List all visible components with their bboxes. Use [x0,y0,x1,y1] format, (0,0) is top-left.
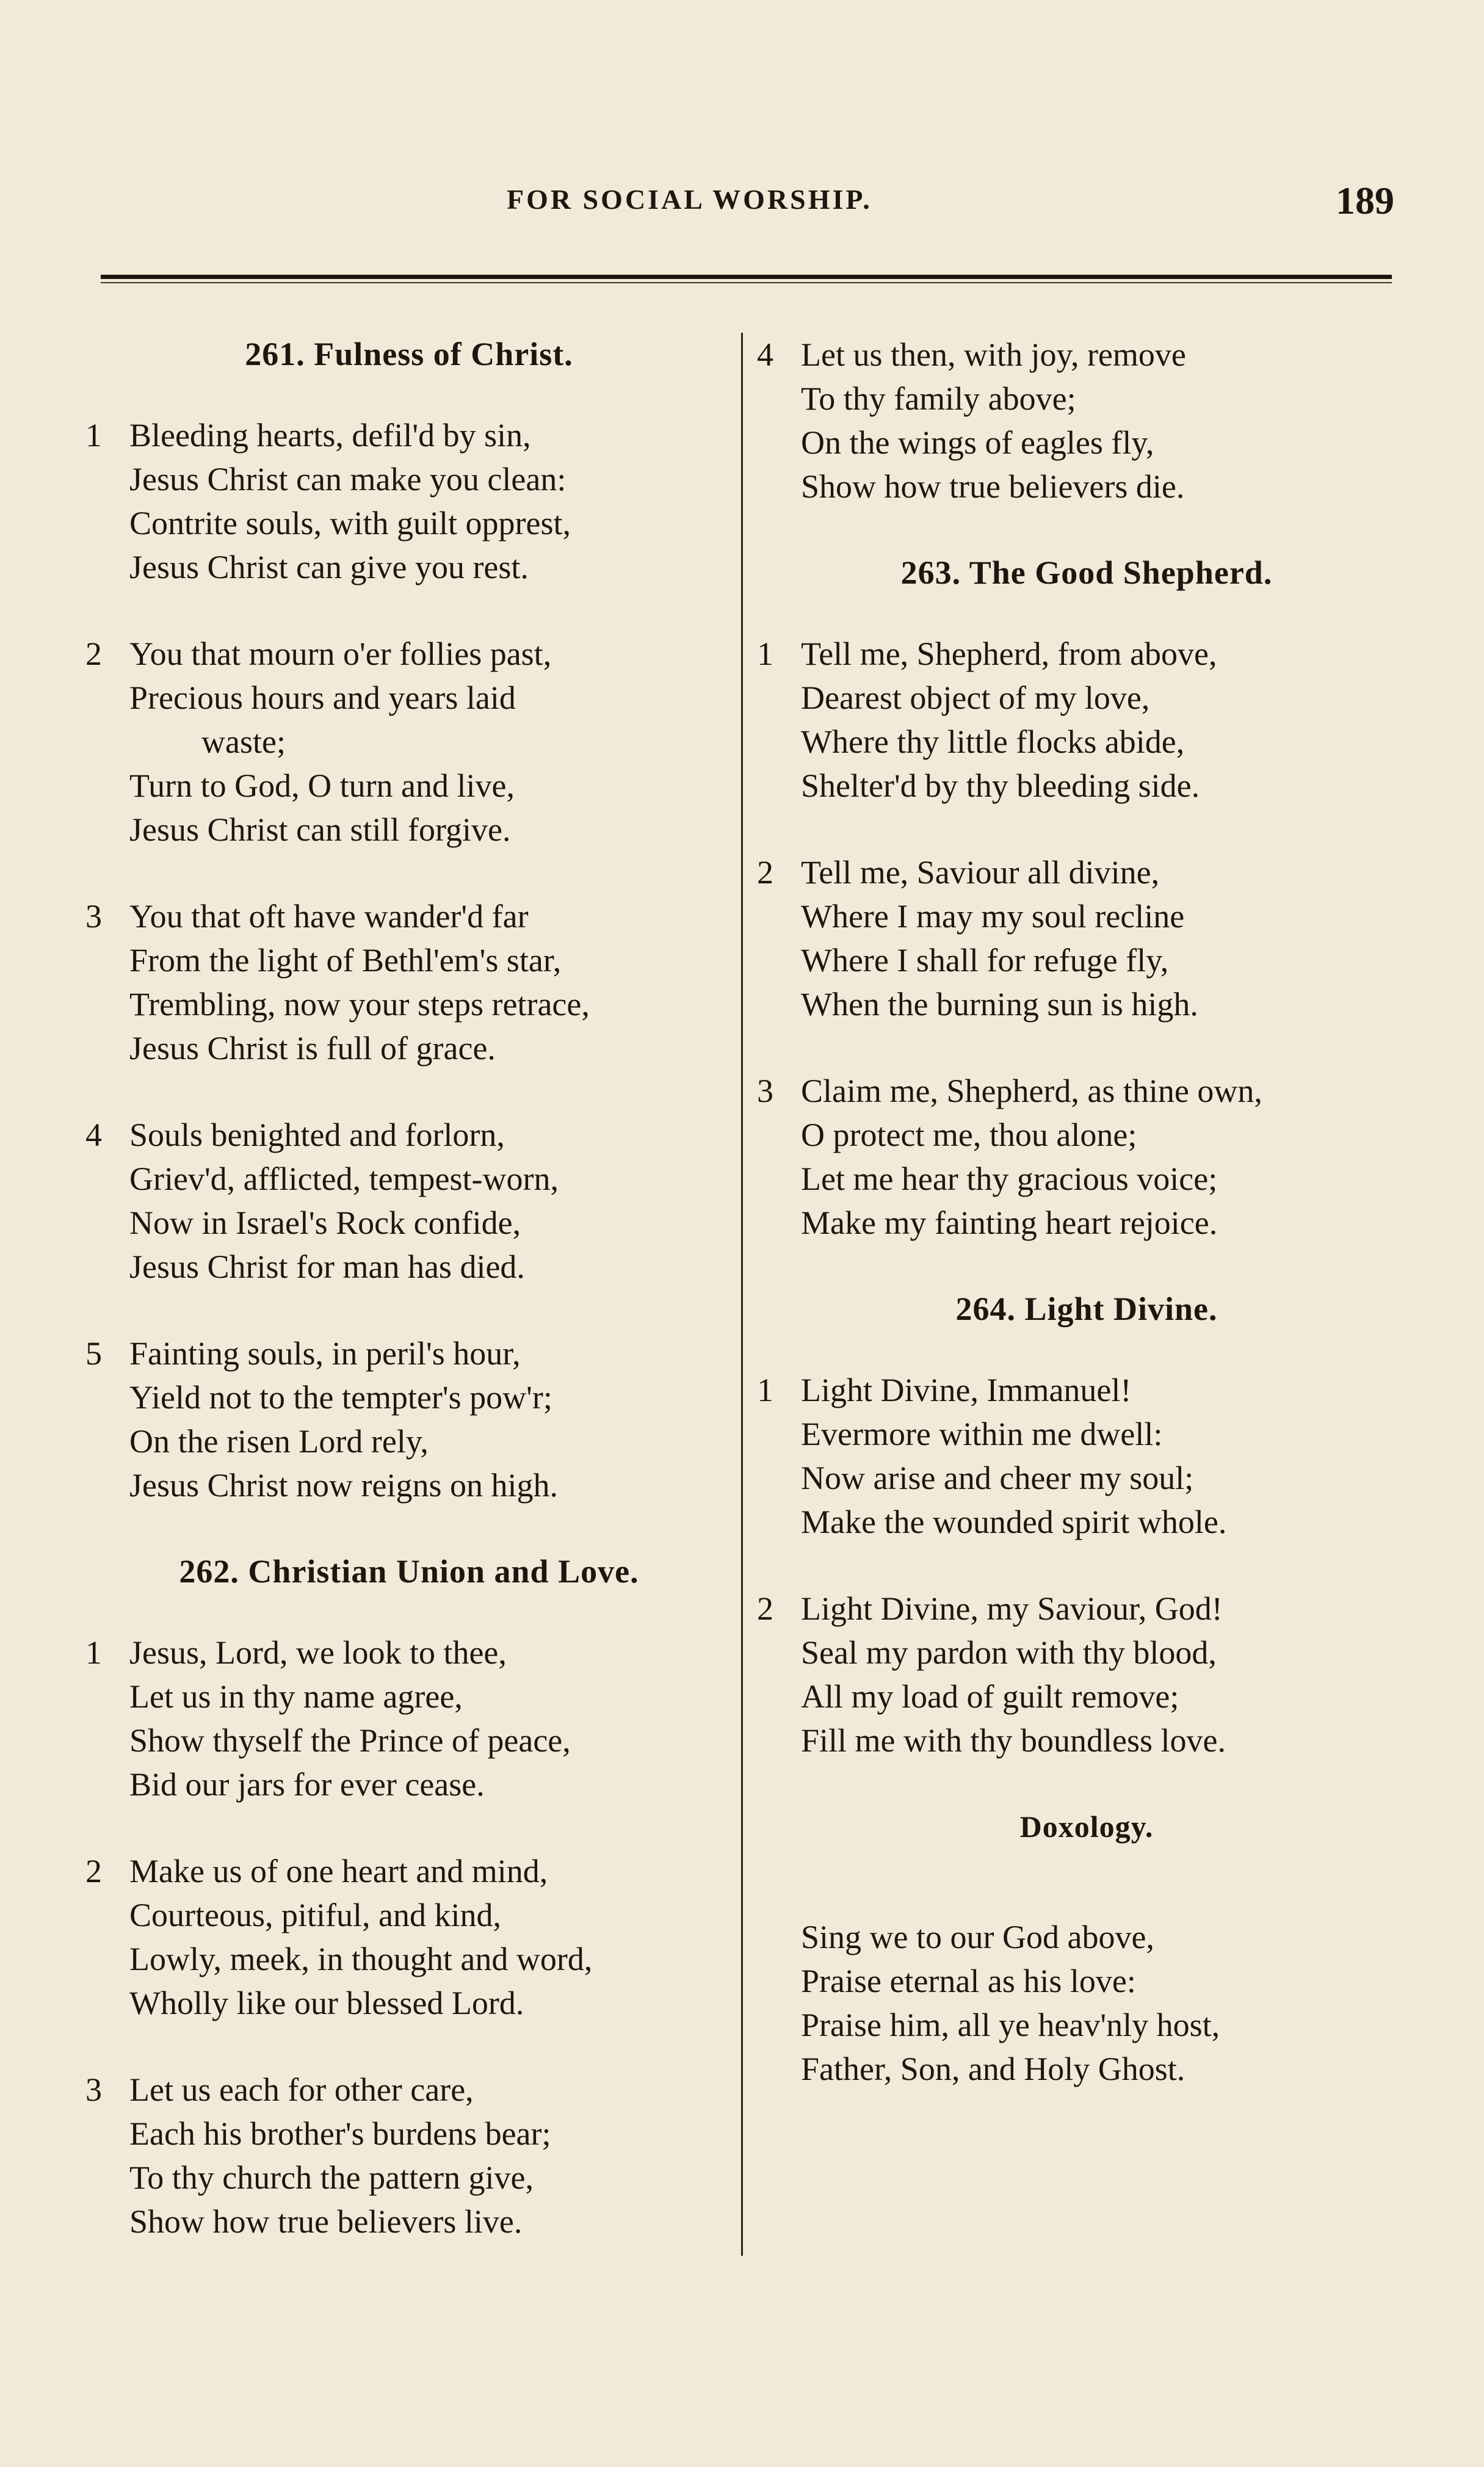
column-divider [741,333,743,2256]
verse-line: Yield not to the tempter's pow'r; [129,1379,552,1416]
hymn-title: 261. Fulness of Christ. [245,336,573,372]
stanza [757,1069,1416,1245]
verse-line: Each his brother's burdens bear; [129,2115,551,2152]
verse-line: Souls benighted and forlorn, [129,1117,505,1153]
verse-line: Now arise and cheer my soul; [801,1460,1194,1496]
stanza [85,1113,733,1289]
stanza-number: 1 [85,417,102,454]
verse-line: Contrite souls, with guilt opprest, [129,505,571,542]
stanza-number: 1 [85,1634,102,1671]
stanza-number: 5 [85,1335,102,1372]
doxology-title: Doxology. [1019,1809,1154,1844]
verse-line: Let us then, with joy, remove [801,336,1186,373]
stanza [85,413,733,589]
stanza [85,2068,733,2244]
verse-line: Bid our jars for ever cease. [129,1766,485,1803]
verse-line: Jesus, Lord, we look to thee, [129,1634,507,1671]
stanza-number: 3 [85,898,102,935]
verse-line: O protect me, thou alone; [801,1117,1137,1153]
verse-line: You that mourn o'er follies past, [129,636,552,672]
stanza [85,894,733,1070]
verse-line: Light Divine, Immanuel! [801,1372,1132,1408]
doxology-stanza [757,1915,1416,2091]
stanza-number: 1 [757,636,773,672]
verse-line: Let us each for other care, [129,2071,474,2108]
verse-line: Shelter'd by thy bleeding side. [801,767,1200,804]
verse-line: Wholly like our blessed Lord. [129,1985,524,2021]
stanza [757,1587,1416,1762]
stanza-number: 4 [85,1117,102,1153]
verse-line: Light Divine, my Saviour, God! [801,1590,1223,1627]
verse-line: Show how true believers die. [801,468,1185,505]
stanza [85,1331,733,1507]
hymn-title: 263. The Good Shepherd. [900,554,1273,591]
verse-line: Courteous, pitiful, and kind, [129,1897,501,1933]
verse-line: Jesus Christ for man has died. [129,1248,525,1285]
hymn-title: 262. Christian Union and Love. [179,1553,639,1590]
verse-line: Make us of one heart and mind, [129,1853,548,1889]
verse-line: Now in Israel's Rock confide, [129,1205,521,1241]
verse-line: All my load of guilt remove; [801,1678,1179,1715]
verse-line: Tell me, Saviour all divine, [801,854,1160,891]
verse-line: Praise him, all ye heav'nly host, [801,2007,1220,2043]
verse-line: Jesus Christ can give you rest. [129,549,529,585]
verse-line: Where I shall for refuge fly, [801,942,1169,979]
verse-line: Jesus Christ can make you clean: [129,461,566,498]
verse-line: Jesus Christ is full of grace. [129,1030,496,1067]
stanza-number: 3 [85,2071,102,2108]
verse-line: Trembling, now your steps retrace, [129,986,590,1023]
verse-line: Father, Son, and Holy Ghost. [801,2051,1185,2087]
stanza-number: 4 [757,336,773,373]
verse-line: To thy family above; [801,380,1076,417]
running-head: FOR SOCIAL WORSHIP. [507,184,872,215]
stanza [757,632,1416,808]
stanza [85,632,733,852]
stanza-number: 1 [757,1372,773,1408]
verse-line: Evermore within me dwell: [801,1416,1163,1452]
verse-line: Praise eternal as his love: [801,1963,1136,1999]
right-column [757,333,1416,2134]
stanza [85,1631,733,1806]
verse-line: Where I may my soul recline [801,898,1185,935]
verse-line: Fainting souls, in peril's hour, [129,1335,521,1372]
header-rule [101,275,1392,279]
verse-line: Make my fainting heart rejoice. [801,1205,1218,1241]
verse-line: Tell me, Shepherd, from above, [801,636,1217,672]
verse-line: When the burning sun is high. [801,986,1198,1023]
verse-line: Claim me, Shepherd, as thine own, [801,1073,1262,1109]
verse-line: From the light of Bethl'em's star, [129,942,562,979]
verse-line: Lowly, meek, in thought and word, [129,1941,593,1977]
hymn-title: 264. Light Divine. [955,1291,1218,1327]
page-number: 189 [1336,179,1394,222]
verse-line-continuation: waste; [201,723,286,760]
verse-line: Dearest object of my love, [801,679,1150,716]
verse-line: Seal my pardon with thy blood, [801,1634,1217,1671]
verse-line: On the risen Lord rely, [129,1423,429,1460]
verse-line: To thy church the pattern give, [129,2159,534,2196]
verse-line: Where thy little flocks abide, [801,723,1185,760]
verse-line: Let us in thy name agree, [129,1678,463,1715]
stanza [757,333,1416,509]
stanza-number: 2 [85,1853,102,1889]
verse-line: Bleeding hearts, defil'd by sin, [129,417,531,454]
verse-line: Fill me with thy boundless love. [801,1722,1226,1759]
verse-line: Jesus Christ now reigns on high. [129,1467,558,1504]
verse-line: Sing we to our God above, [801,1919,1154,1955]
stanza [757,850,1416,1026]
verse-line: Make the wounded spirit whole. [801,1504,1227,1540]
stanza [757,1368,1416,1544]
left-column [85,333,733,2286]
verse-line: Let me hear thy gracious voice; [801,1161,1218,1197]
header-rule-thin [101,282,1392,283]
verse-line: You that oft have wander'd far [129,898,529,935]
verse-line: Jesus Christ can still forgive. [129,811,511,848]
stanza-number: 2 [757,854,773,891]
stanza-number: 2 [757,1590,773,1627]
verse-line: On the wings of eagles fly, [801,424,1154,461]
verse-line: Griev'd, afflicted, tempest-worn, [129,1161,559,1197]
verse-line: Turn to God, O turn and live, [129,767,515,804]
verse-line: Show how true believers live. [129,2203,523,2240]
verse-line: Precious hours and years laid [129,679,516,716]
stanza-number: 3 [757,1073,773,1109]
verse-line: Show thyself the Prince of peace, [129,1722,571,1759]
stanza [85,1849,733,2025]
stanza-number: 2 [85,636,102,672]
